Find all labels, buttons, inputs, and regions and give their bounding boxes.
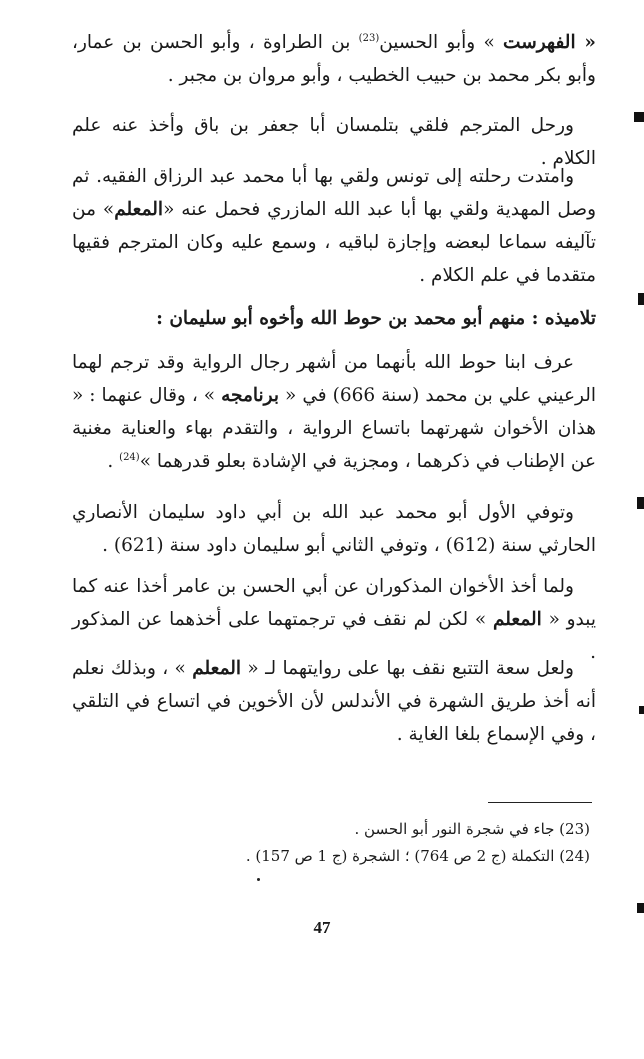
- bold-text: المعلم: [192, 658, 242, 679]
- paragraph-3: [72, 160, 596, 292]
- text-run: » ، وقال عنهما : « هذان الأخوان شهرتهما باتساع الرواية ، والتقدم بهاء والعناية مغنية عن الإطناب في ذكرهما ، ومجزية في الإشادة بعلو قدرهما »: [72, 385, 596, 472]
- text-run: .: [107, 451, 120, 472]
- footnote-23: (23) جاء في شجرة النور أبو الحسن .: [354, 820, 590, 838]
- bold-text: المعلم: [492, 609, 542, 630]
- scan-mark: [638, 293, 644, 305]
- scan-mark: [637, 497, 644, 509]
- text-run: ولما أخذ الأخوان المذكوران عن أبي الحسن بن عامر أخذا عنه كما يبدو «: [72, 576, 596, 630]
- footnote-rule: [488, 802, 592, 803]
- text-run: بن الطراوة ، وأبو الحسن بن عمار، وأبو بكر محمد بن حبيب الخطيب ، وأبو مروان بن مجبر .: [72, 32, 596, 86]
- bold-text: الفهرست: [503, 32, 576, 53]
- text-run: ولعل سعة التتبع نقف بها على روايتهما لـ «: [241, 658, 574, 679]
- text-run: ورحل المترجم فلقي بتلمسان أبا جعفر بن باق وأخذ عنه علم الكلام .: [72, 115, 596, 169]
- text-run: وامتدت رحلته إلى تونس ولقي بها أبا محمد عبد الرزاق الفقيه. ثم وصل المهدية ولقي بها أبا عبد الله المازري فحمل عنه «: [72, 166, 596, 220]
- text-run: » وأبو الحسين: [379, 32, 504, 53]
- paragraph-7: [72, 652, 596, 751]
- text-run: : منهم: [482, 308, 545, 329]
- bold-text: أبو محمد بن حوط الله وأخوه أبو سليمان: [169, 308, 483, 329]
- paragraph-4: [72, 346, 596, 478]
- text-run: » لكن لم نقف في ترجمتهما على أخذهما عن المذكور .: [72, 609, 596, 663]
- scan-mark: [634, 112, 644, 122]
- footnote-24: (24) التكملة (ج 2 ص 764) ؛ الشجرة (ج 1 ص 157) .: [245, 847, 590, 865]
- text-run: وتوفي الأول أبو محمد عبد الله بن أبي داود سليمان الأنصاري الحارثي سنة (612) ، وتوفي الثاني أبو سليمان داود سنة (621) .: [72, 502, 596, 556]
- bold-text: المعلم: [114, 199, 164, 220]
- scan-mark: [639, 706, 644, 714]
- ink-speck: [257, 878, 260, 881]
- paragraph-1: [72, 26, 596, 92]
- text-run: عرف ابنا حوط الله بأنهما من أشهر رجال الرواية وقد ترجم لهما الرعيني علي بن محمد (سنة 666) في «: [72, 352, 596, 406]
- bold-text: برنامجه: [221, 385, 280, 406]
- section-heading: [72, 302, 596, 335]
- footnote-ref: (23): [358, 32, 380, 44]
- bold-text: تلاميذه: [544, 308, 596, 329]
- scan-mark: [637, 903, 644, 913]
- text-run: » من تآليفه سماعا لبعضه وإجازة لباقيه ، وسمع عليه وكان المترجم فقيها متقدما في علم الكلام .: [72, 199, 596, 286]
- text-run: :: [156, 308, 170, 329]
- text-run: » ، وبذلك نعلم أنه أخذ طريق الشهرة في الأندلس لأن الأخوين في اتساع في التلقي ، وفي الإسماع بلغا الغاية .: [72, 658, 596, 745]
- bold-text: «: [575, 32, 596, 53]
- page-number: 47: [313, 918, 331, 937]
- paragraph-5: [72, 496, 596, 562]
- footnote-ref: (24): [119, 451, 140, 463]
